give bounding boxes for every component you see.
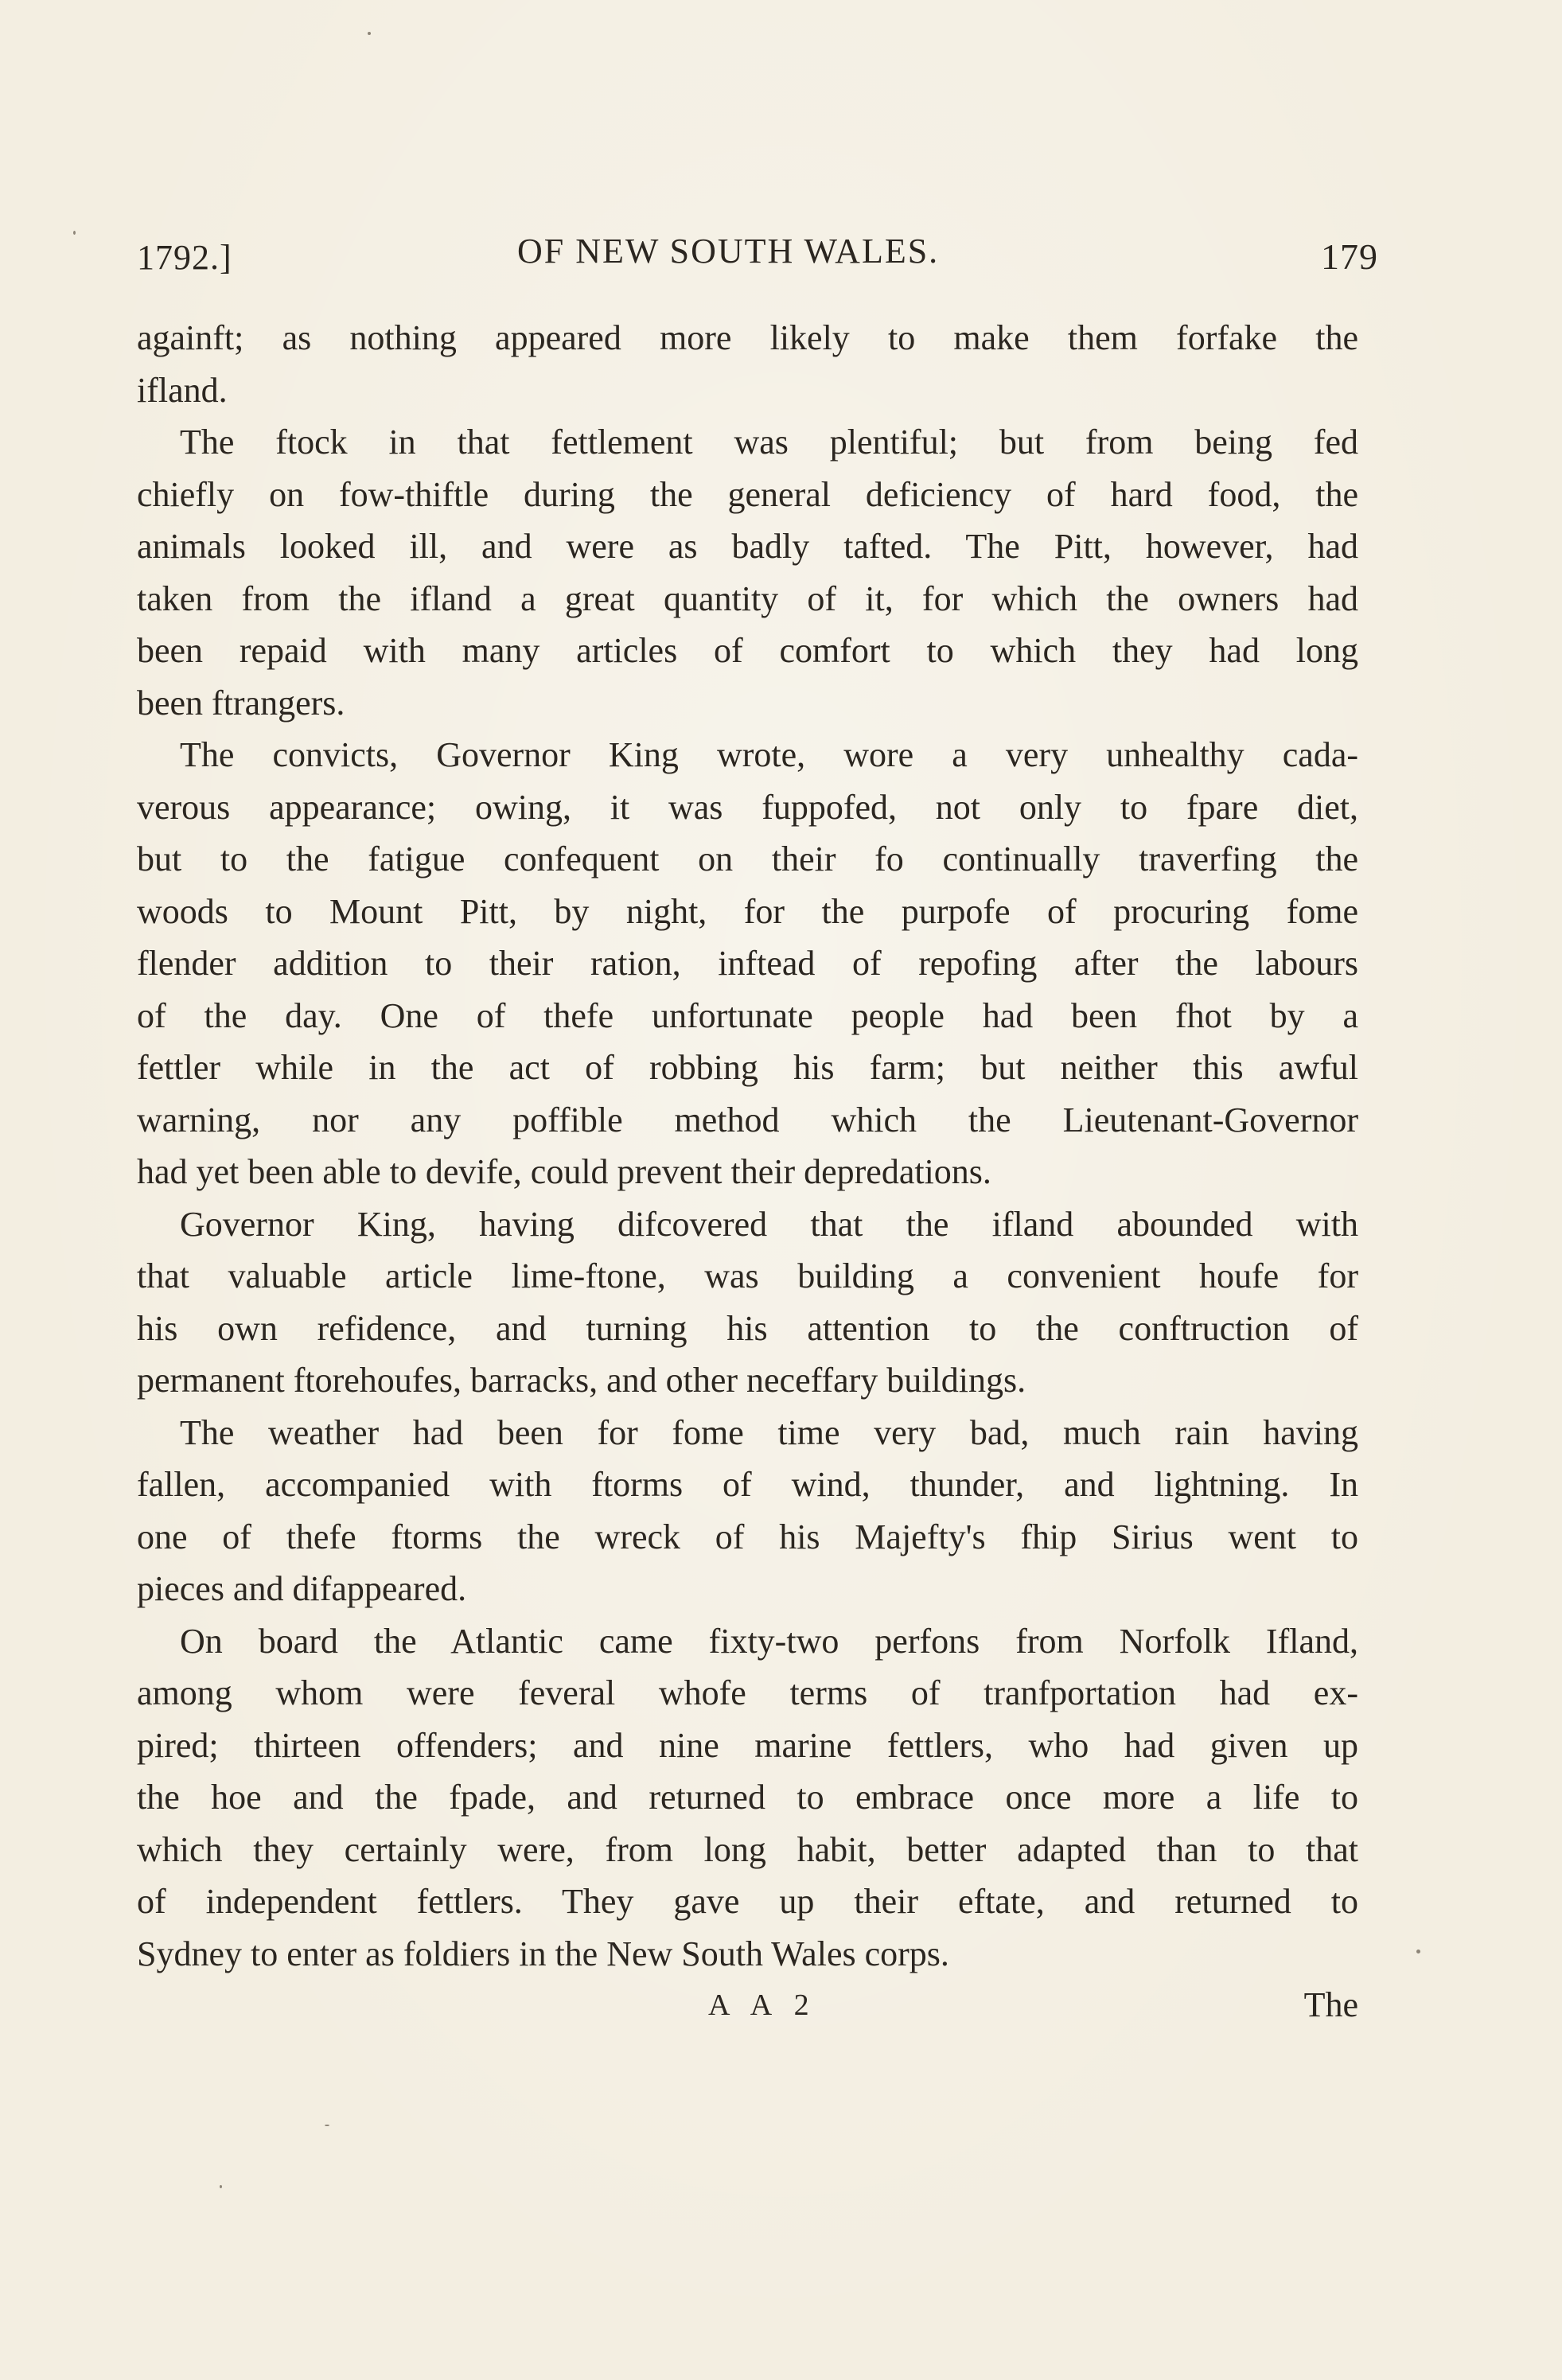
page-footer bbox=[137, 1985, 1358, 2032]
text-line: woods to Mount Pitt, by night, for the purpofe of procuring fome bbox=[137, 891, 1358, 931]
paper-speck bbox=[220, 2185, 222, 2188]
text-line: The ftock in that fettlement was plentiful; but from being fed bbox=[180, 423, 1358, 462]
text-line: pired; thirteen offenders; and nine marine fettlers, who had given up bbox=[137, 1725, 1358, 1765]
page-number: 179 bbox=[1321, 236, 1378, 277]
text-line: his own refidence, and turning his attention to the conftruction of bbox=[137, 1308, 1358, 1348]
running-head-title: OF NEW SOUTH WALES. bbox=[517, 232, 940, 271]
catchword: The bbox=[1303, 1985, 1358, 2024]
text-line: fallen, accompanied with ftorms of wind, thunder, and lightning. In bbox=[137, 1465, 1358, 1504]
text-line: pieces and difappeared. bbox=[137, 1569, 467, 1608]
paragraph bbox=[137, 312, 1358, 416]
text-line: but to the fatigue confequent on their fo continually traverfing the bbox=[137, 839, 1358, 878]
paper-speck bbox=[325, 2125, 329, 2126]
text-line: againft; as nothing appeared more likely to make them forfake the bbox=[137, 318, 1358, 357]
running-head-year: 1792.] bbox=[137, 238, 232, 277]
text-line: permanent ftorehoufes, barracks, and other neceffary buildings. bbox=[137, 1361, 1026, 1400]
text-line: been ftrangers. bbox=[137, 683, 345, 723]
text-line: among whom were feveral whofe terms of tranfportation had ex- bbox=[137, 1673, 1358, 1712]
text-line: fettler while in the act of robbing his farm; but neither this awful bbox=[137, 1048, 1358, 1087]
text-line: On board the Atlantic came fixty-two perfons from Norfolk Ifland, bbox=[180, 1621, 1358, 1661]
text-line: of the day. One of thefe unfortunate people had been fhot by a bbox=[137, 995, 1358, 1035]
text-line: Sydney to enter as foldiers in the New South Wales corps. bbox=[137, 1934, 949, 1973]
text-line: been repaid with many articles of comfort to which they had long bbox=[137, 631, 1358, 670]
text-line: flender addition to their ration, inftead of repofing after the labours bbox=[137, 944, 1358, 983]
paragraph bbox=[137, 1615, 1358, 1981]
text-line: warning, nor any poffible method which the Lieutenant-Governor bbox=[137, 1100, 1358, 1139]
paper-speck bbox=[73, 231, 76, 235]
text-line: one of thefe ftorms the wreck of his Majefty's fhip Sirius went to bbox=[137, 1517, 1358, 1556]
body-text bbox=[137, 312, 1358, 1980]
running-head bbox=[137, 231, 1378, 286]
text-line: The weather had been for fome time very bad, much rain having bbox=[180, 1412, 1358, 1452]
paragraph bbox=[137, 1407, 1358, 1615]
text-line: The convicts, Governor King wrote, wore a very unhealthy cada- bbox=[180, 735, 1358, 774]
text-line: chiefly on fow-thiftle during the general deficiency of hard food, the bbox=[137, 474, 1358, 514]
text-line: had yet been able to devife, could prevent their depredations. bbox=[137, 1152, 991, 1191]
text-line: verous appearance; owing, it was fuppofed, not only to fpare diet, bbox=[137, 787, 1358, 827]
text-line: taken from the ifland a great quantity of it, for which the owners had bbox=[137, 578, 1358, 618]
text-line: the hoe and the fpade, and returned to embrace once more a life to bbox=[137, 1778, 1358, 1817]
text-line: that valuable article lime-ftone, was building a convenient houfe for bbox=[137, 1256, 1358, 1295]
paper-speck bbox=[1416, 1950, 1420, 1953]
paper-speck bbox=[368, 32, 371, 35]
paragraph bbox=[137, 416, 1358, 729]
text-line: animals looked ill, and were as badly tafted. The Pitt, however, had bbox=[137, 527, 1358, 566]
paragraph bbox=[137, 729, 1358, 1198]
text-line: which they certainly were, from long habit, better adapted than to that bbox=[137, 1829, 1358, 1869]
text-line: Governor King, having difcovered that the ifland abounded with bbox=[180, 1204, 1358, 1244]
signature-mark: A A 2 bbox=[708, 1989, 817, 2022]
text-line: of independent fettlers. They gave up their eftate, and returned to bbox=[137, 1882, 1358, 1921]
text-line: ifland. bbox=[137, 370, 228, 410]
paragraph bbox=[137, 1198, 1358, 1407]
